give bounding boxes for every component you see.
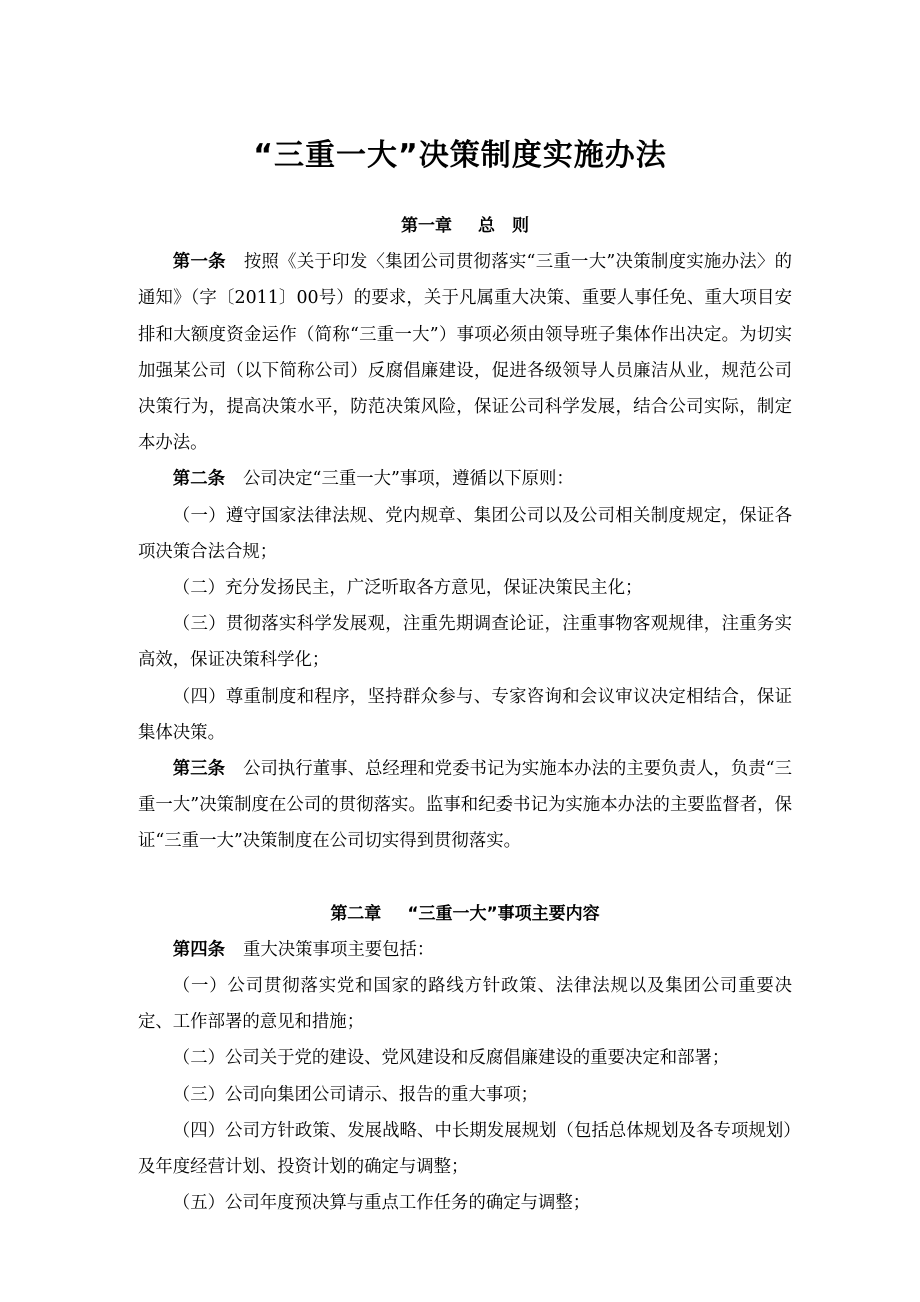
- article-2-text: 公司决定“三重一大”事项，遵循以下原则：: [242, 469, 574, 490]
- article-2-item: （四）尊重制度和程序，坚持群众参与、专家咨询和会议审议决定相结合，保证集体决策。: [138, 686, 792, 743]
- article-3-text: 公司执行董事、总经理和党委书记为实施本办法的主要负责人，负责“三重一大”决策制度在公司的贯彻落实。监事和纪委书记为实施本办法的主要监督者，保证“三重一大”决策制度在公司切实得到贯彻落实。: [138, 759, 792, 852]
- section-spacer: [138, 860, 792, 896]
- article-4-label: 第四条: [172, 939, 225, 960]
- document-body: [138, 208, 792, 1221]
- article-4-item: （一）公司贯彻落实党和国家的路线方针政策、法律法规以及集团公司重要决定、工作部署的意见和措施；: [138, 976, 792, 1033]
- chapter-1-number: 第一章: [401, 216, 452, 236]
- article-2-item: （一）遵守国家法律法规、党内规章、集团公司以及公司相关制度规定，保证各项决策合法合规；: [138, 505, 792, 562]
- article-1: [138, 244, 792, 461]
- article-1-label: 第一条: [172, 252, 226, 273]
- article-4-item: （五）公司年度预决算与重点工作任务的确定与调整；: [172, 1193, 591, 1214]
- chapter-1-heading: [138, 208, 792, 244]
- article-3-label: 第三条: [172, 759, 226, 780]
- article-1-text: 按照《关于印发〈集团公司贯彻落实“三重一大”决策制度实施办法〉的通知》（字〔2011〕00号）的要求，关于凡属重大决策、重要人事任免、重大项目安排和大额度资金运作（简称“三重一大”）事项必须由领导班子集体作出决定。为切实加强某公司（以下简称公司）反腐倡廉建设，促进各级领导人员廉洁从业，规范公司决策行为，提高决策水平，防范决策风险，保证公司科学发展，结合公司实际，制定本办法。: [138, 252, 792, 454]
- article-4-item: （四）公司方针政策、发展战略、中长期发展规划（包括总体规划及各专项规划）及年度经营计划、投资计划的确定与调整；: [138, 1120, 792, 1178]
- article-2: [138, 461, 792, 497]
- chapter-1-name: 总 则: [478, 216, 529, 236]
- article-4-item: （三）公司向集团公司请示、报告的重大事项；: [172, 1084, 539, 1105]
- article-2-label: 第二条: [172, 469, 225, 490]
- document-title: “三重一大”决策制度实施办法: [253, 138, 667, 173]
- chapter-2-heading: [138, 896, 792, 932]
- chapter-2-name: “三重一大”事项主要内容: [407, 903, 600, 924]
- article-4: [138, 932, 792, 968]
- article-4-text: 重大决策事项主要包括：: [242, 939, 435, 960]
- chapter-2-number: 第二章: [330, 903, 382, 924]
- article-2-item: （二）充分发扬民主，广泛听取各方意见，保证决策民主化；: [172, 578, 643, 599]
- article-4-item: （二）公司关于党的建设、党风建设和反腐倡廉建设的重要决定和部署；: [172, 1048, 730, 1069]
- article-3: [138, 751, 792, 860]
- article-2-item: （三）贯彻落实科学发展观，注重先期调查论证，注重事物客观规律，注重务实高效，保证决策科学化；: [138, 614, 792, 671]
